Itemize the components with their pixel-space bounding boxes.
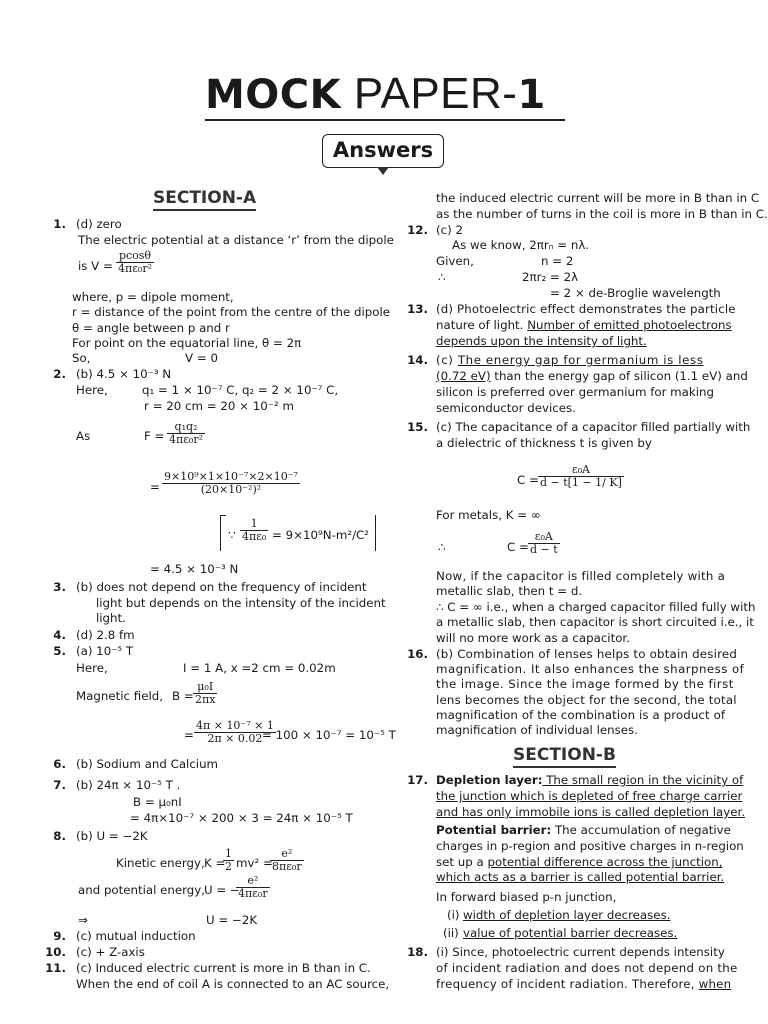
q15-frac-num: ε₀A xyxy=(538,464,624,477)
q6-number: 6. xyxy=(53,757,66,771)
q2-fraction xyxy=(167,421,205,446)
q2-constant: = 9×10⁹N-m²/C² xyxy=(272,528,370,542)
q17-item2: value of potential barrier decreases. xyxy=(463,926,678,940)
q7-answer: (b) 24π × 10⁻⁵ T . xyxy=(76,778,181,792)
q15-frac2-den: d − t xyxy=(530,543,558,556)
q1-is: is V = xyxy=(78,259,113,273)
answers-label: Answers xyxy=(322,134,444,168)
q1-equatorial: For point on the equatorial line, θ = 2π xyxy=(72,336,302,350)
q12-known: As we know, 2πrₙ = nλ. xyxy=(452,238,590,252)
title-light: PAPER- xyxy=(353,69,518,118)
q12-number: 12. xyxy=(407,223,428,237)
q14-line1-b: The energy gap for germanium is less xyxy=(457,353,704,367)
q17-line1 xyxy=(436,773,743,787)
q9-number: 9. xyxy=(53,929,66,943)
q15-frac-den: d − t[1 − 1/ K] xyxy=(540,476,622,489)
q16-line3: the image. Since the image formed by the first xyxy=(436,677,734,691)
q12-answer: (c) 2 xyxy=(436,223,463,237)
q2-frac-num: q₁q₂ xyxy=(167,421,205,434)
q1-fraction xyxy=(116,250,154,275)
q17-item1: width of depletion layer decreases. xyxy=(463,908,671,922)
q8-result: U = −2K xyxy=(206,913,258,927)
q15-line5: ∴ C = ∞ i.e., when a charged capacitor filled fully with xyxy=(436,600,756,614)
q2-frac-den: 4πε₀r² xyxy=(169,433,204,446)
q1-theta-def: θ = angle between p and r xyxy=(72,321,230,335)
q17-line6 xyxy=(436,855,722,869)
q16-line1: (b) Combination of lenses helps to obtain desired xyxy=(436,647,738,661)
q15-metals: For metals, K = ∞ xyxy=(436,508,541,522)
q17-line6-b: potential difference across the junction, xyxy=(487,855,723,869)
q17-line6-a: set up a xyxy=(436,855,488,869)
q2-frac2-den: (20×10⁻²)² xyxy=(200,483,262,496)
q14-line2 xyxy=(436,369,748,383)
q2-frac3-den: 4πε₀ xyxy=(242,530,267,543)
q17-line1-text: The small region in the vicinity of xyxy=(542,773,744,787)
q5-fraction xyxy=(193,681,217,706)
q4-answer: (d) 2.8 fm xyxy=(76,628,135,642)
q7-number: 7. xyxy=(53,778,66,792)
q18-number: 18. xyxy=(407,945,428,959)
q5-frac2-num: 4π × 10⁻⁷ × 1 xyxy=(196,719,274,732)
q13-line2 xyxy=(436,318,732,332)
q14-line1-a: (c) xyxy=(436,353,458,367)
q5-here: Here, xyxy=(76,661,108,675)
q10-number: 10. xyxy=(45,945,66,959)
q2-charges: q₁ = 1 × 10⁻⁷ C, q₂ = 2 × 10⁻⁷ C, xyxy=(142,383,339,397)
q5-frac-num: μ₀I xyxy=(193,681,217,694)
q17-heading-depletion: Depletion layer: xyxy=(436,773,543,787)
q11-line3: the induced electric current will be more in B than in C xyxy=(436,191,760,205)
q17-item2-num: (ii) xyxy=(443,926,459,940)
q13-line3: depends upon the intensity of light. xyxy=(436,334,647,348)
q15-therefore: ∴ xyxy=(438,540,446,554)
q11-line1: (c) Induced electric current is more in B than in C. xyxy=(76,961,371,975)
q14-number: 14. xyxy=(407,353,428,367)
q17-line8: In forward biased p-n junction, xyxy=(436,890,617,904)
q1-result: V = 0 xyxy=(185,351,218,365)
section-a-heading: SECTION-A xyxy=(153,188,256,211)
q2-answer: (b) 4.5 × 10⁻³ N xyxy=(76,367,172,381)
q5-eq: = xyxy=(184,728,194,742)
q12-given: Given, xyxy=(436,254,474,268)
q12-r: 2πr₂ = 2λ xyxy=(522,270,579,284)
q3-line1: (b) does not depend on the frequency of incident xyxy=(76,580,367,594)
q12-n: n = 2 xyxy=(541,254,574,268)
q16-line5: magnification of the combination is a product of xyxy=(436,708,726,722)
q8-kinetic-label: Kinetic energy, xyxy=(116,856,205,870)
q2-fraction-2 xyxy=(162,471,300,496)
q1-number: 1. xyxy=(53,217,66,231)
q14-line2-b: than the energy gap of silicon (1.1 eV) and xyxy=(490,369,748,383)
q11-line2: When the end of coil A is connected to an AC source, xyxy=(76,977,390,991)
q5-result: = 100 × 10⁻⁷ = 10⁻⁵ T xyxy=(262,728,396,742)
q1-r-def: r = distance of the point from the centre of the dipole xyxy=(72,305,391,319)
q8-half-num: 1 xyxy=(225,847,232,860)
title-number: 1 xyxy=(517,72,546,118)
q8-frac-den: 8πε₀r xyxy=(272,860,302,873)
q13-line2-b: Number of emitted photoelectrons xyxy=(527,318,732,332)
q17-item1-num: (i) xyxy=(447,908,460,922)
q17-number: 17. xyxy=(407,773,428,787)
q16-line4: lens becomes the object for the second, the total xyxy=(436,693,737,707)
q5-B: B = xyxy=(172,689,194,703)
q15-line6: a metallic slab, then capacitor is short circuited i.e., it xyxy=(436,615,754,629)
q2-distance: r = 20 cm = 20 × 10⁻² m xyxy=(144,399,294,413)
q17-line4-text: The accumulation of negative xyxy=(551,823,731,837)
q8-half xyxy=(223,848,234,873)
q8-fraction-2 xyxy=(236,875,270,900)
q17-heading-barrier: Potential barrier: xyxy=(436,823,552,837)
q11-line4: as the number of turns in the coil is more in B than in C. xyxy=(436,207,768,221)
q13-line1: (d) Photoelectric effect demonstrates the particle xyxy=(436,302,736,316)
q15-C: C = xyxy=(517,473,539,487)
q17-line4 xyxy=(436,823,731,837)
q5-frac-den: 2πx xyxy=(195,693,216,706)
answers-arrow-icon xyxy=(377,167,389,175)
q2-result: = 4.5 × 10⁻³ N xyxy=(150,562,239,576)
q1-where: where, p = dipole moment, xyxy=(72,290,234,304)
q6-answer: (b) Sodium and Calcium xyxy=(76,757,219,771)
q8-fraction xyxy=(270,848,304,873)
q2-here: Here, xyxy=(76,383,108,397)
q18-line3-a: frequency of incident radiation. Therefore, xyxy=(436,977,699,991)
q7-formula: B = μ₀nI xyxy=(133,795,182,809)
title-bold: MOCK xyxy=(205,72,342,118)
q5-magnetic-field: Magnetic field, xyxy=(76,689,163,703)
q16-line6: magnification of individual lenses. xyxy=(436,723,638,737)
q8-U: U = − xyxy=(204,883,240,897)
q13-number: 13. xyxy=(407,302,428,316)
q15-line3: Now, if the capacitor is filled completely with a xyxy=(436,569,726,583)
q8-answer: (b) U = −2K xyxy=(76,829,148,843)
q17-line3: and has only immobile ions is called depletion layer. xyxy=(436,805,745,819)
q10-answer: (c) + Z-axis xyxy=(76,945,145,959)
title-rule xyxy=(205,119,565,121)
q15-line1: (c) The capacitance of a capacitor filled partially with xyxy=(436,420,751,434)
q8-implies: ⇒ xyxy=(78,913,88,927)
q3-number: 3. xyxy=(53,580,66,594)
q2-number: 2. xyxy=(53,367,66,381)
q17-line2: the junction which is depleted of free charge carrier xyxy=(436,789,743,803)
q3-line2: light but depends on the intensity of the incident xyxy=(96,596,386,610)
q1-frac-den: 4πε₀r² xyxy=(118,262,153,275)
q15-frac2-num: ε₀A xyxy=(528,531,560,544)
q12-therefore: ∴ xyxy=(438,270,446,284)
q8-potential-label: and potential energy, xyxy=(78,883,206,897)
q2-eq: = xyxy=(150,480,160,494)
q1-so: So, xyxy=(72,351,91,365)
q8-frac-num: e² xyxy=(270,848,304,861)
section-b-heading: SECTION-B xyxy=(513,745,616,768)
q17-line7: which acts as a barrier is called potential barrier. xyxy=(436,870,725,884)
q1-frac-num: pcosθ xyxy=(116,250,154,263)
q18-line3-b: when xyxy=(698,977,732,991)
q15-number: 15. xyxy=(407,420,428,434)
q5-frac2-den: 2π × 0.02 xyxy=(207,732,263,745)
q15-fraction xyxy=(538,464,624,489)
q15-line7: will no more work as a capacitor. xyxy=(436,631,630,645)
q2-as: As xyxy=(76,429,91,443)
q14-line1 xyxy=(436,353,704,367)
q18-line3 xyxy=(436,977,731,991)
q8-K: K = xyxy=(204,856,226,870)
q8-mv: mv² = xyxy=(236,856,273,870)
q15-fraction-2 xyxy=(528,531,560,556)
q2-since: ∵ xyxy=(228,528,236,542)
q4-number: 4. xyxy=(53,628,66,642)
q14-line3: silicon is preferred over germanium for making xyxy=(436,385,714,399)
q2-F: F = xyxy=(144,429,165,443)
q15-line4: metallic slab, then t = d. xyxy=(436,584,583,598)
q18-line1: (i) Since, photoelectric current depends intensity xyxy=(436,945,725,959)
q5-answer: (a) 10⁻⁵ T xyxy=(76,644,134,658)
q1-text: The electric potential at a distance ‘r’ from the dipole xyxy=(78,233,394,247)
q16-line2: magnification. It also enhances the sharpness of xyxy=(436,662,745,676)
q8-number: 8. xyxy=(53,829,66,843)
q7-calc: = 4π×10⁻⁷ × 200 × 3 = 24π × 10⁻⁵ T xyxy=(130,811,353,825)
q8-half-den: 2 xyxy=(225,860,232,873)
q5-values: I = 1 A, x =2 cm = 0.02m xyxy=(183,661,336,675)
q13-line2-a: nature of light. xyxy=(436,318,528,332)
q12-debroglie: = 2 × de-Broglie wavelength xyxy=(550,286,721,300)
q15-C2: C = xyxy=(507,540,529,554)
q1-answer: (d) zero xyxy=(76,217,122,231)
q16-number: 16. xyxy=(407,647,428,661)
q14-line4: semiconductor devices. xyxy=(436,401,576,415)
q17-line5: charges in p-region and positive charges in n-region xyxy=(436,839,744,853)
q3-line3: light. xyxy=(96,611,126,625)
q9-answer: (c) mutual induction xyxy=(76,929,196,943)
q11-number: 11. xyxy=(45,961,66,975)
q14-line2-a: (0.72 eV) xyxy=(436,369,491,383)
q5-number: 5. xyxy=(53,644,66,658)
q15-line2: a dielectric of thickness t is given by xyxy=(436,436,652,450)
q2-frac3-num: 1 xyxy=(240,518,268,531)
q2-fraction-3 xyxy=(240,518,268,543)
q8-frac2-num: e² xyxy=(236,875,270,888)
q18-line2: of incident radiation and does not depend on the xyxy=(436,961,738,975)
q2-frac2-num: 9×10⁹×1×10⁻⁷×2×10⁻⁷ xyxy=(164,470,298,483)
q8-frac2-den: 4πε₀r xyxy=(238,887,268,900)
page-title xyxy=(205,70,565,118)
